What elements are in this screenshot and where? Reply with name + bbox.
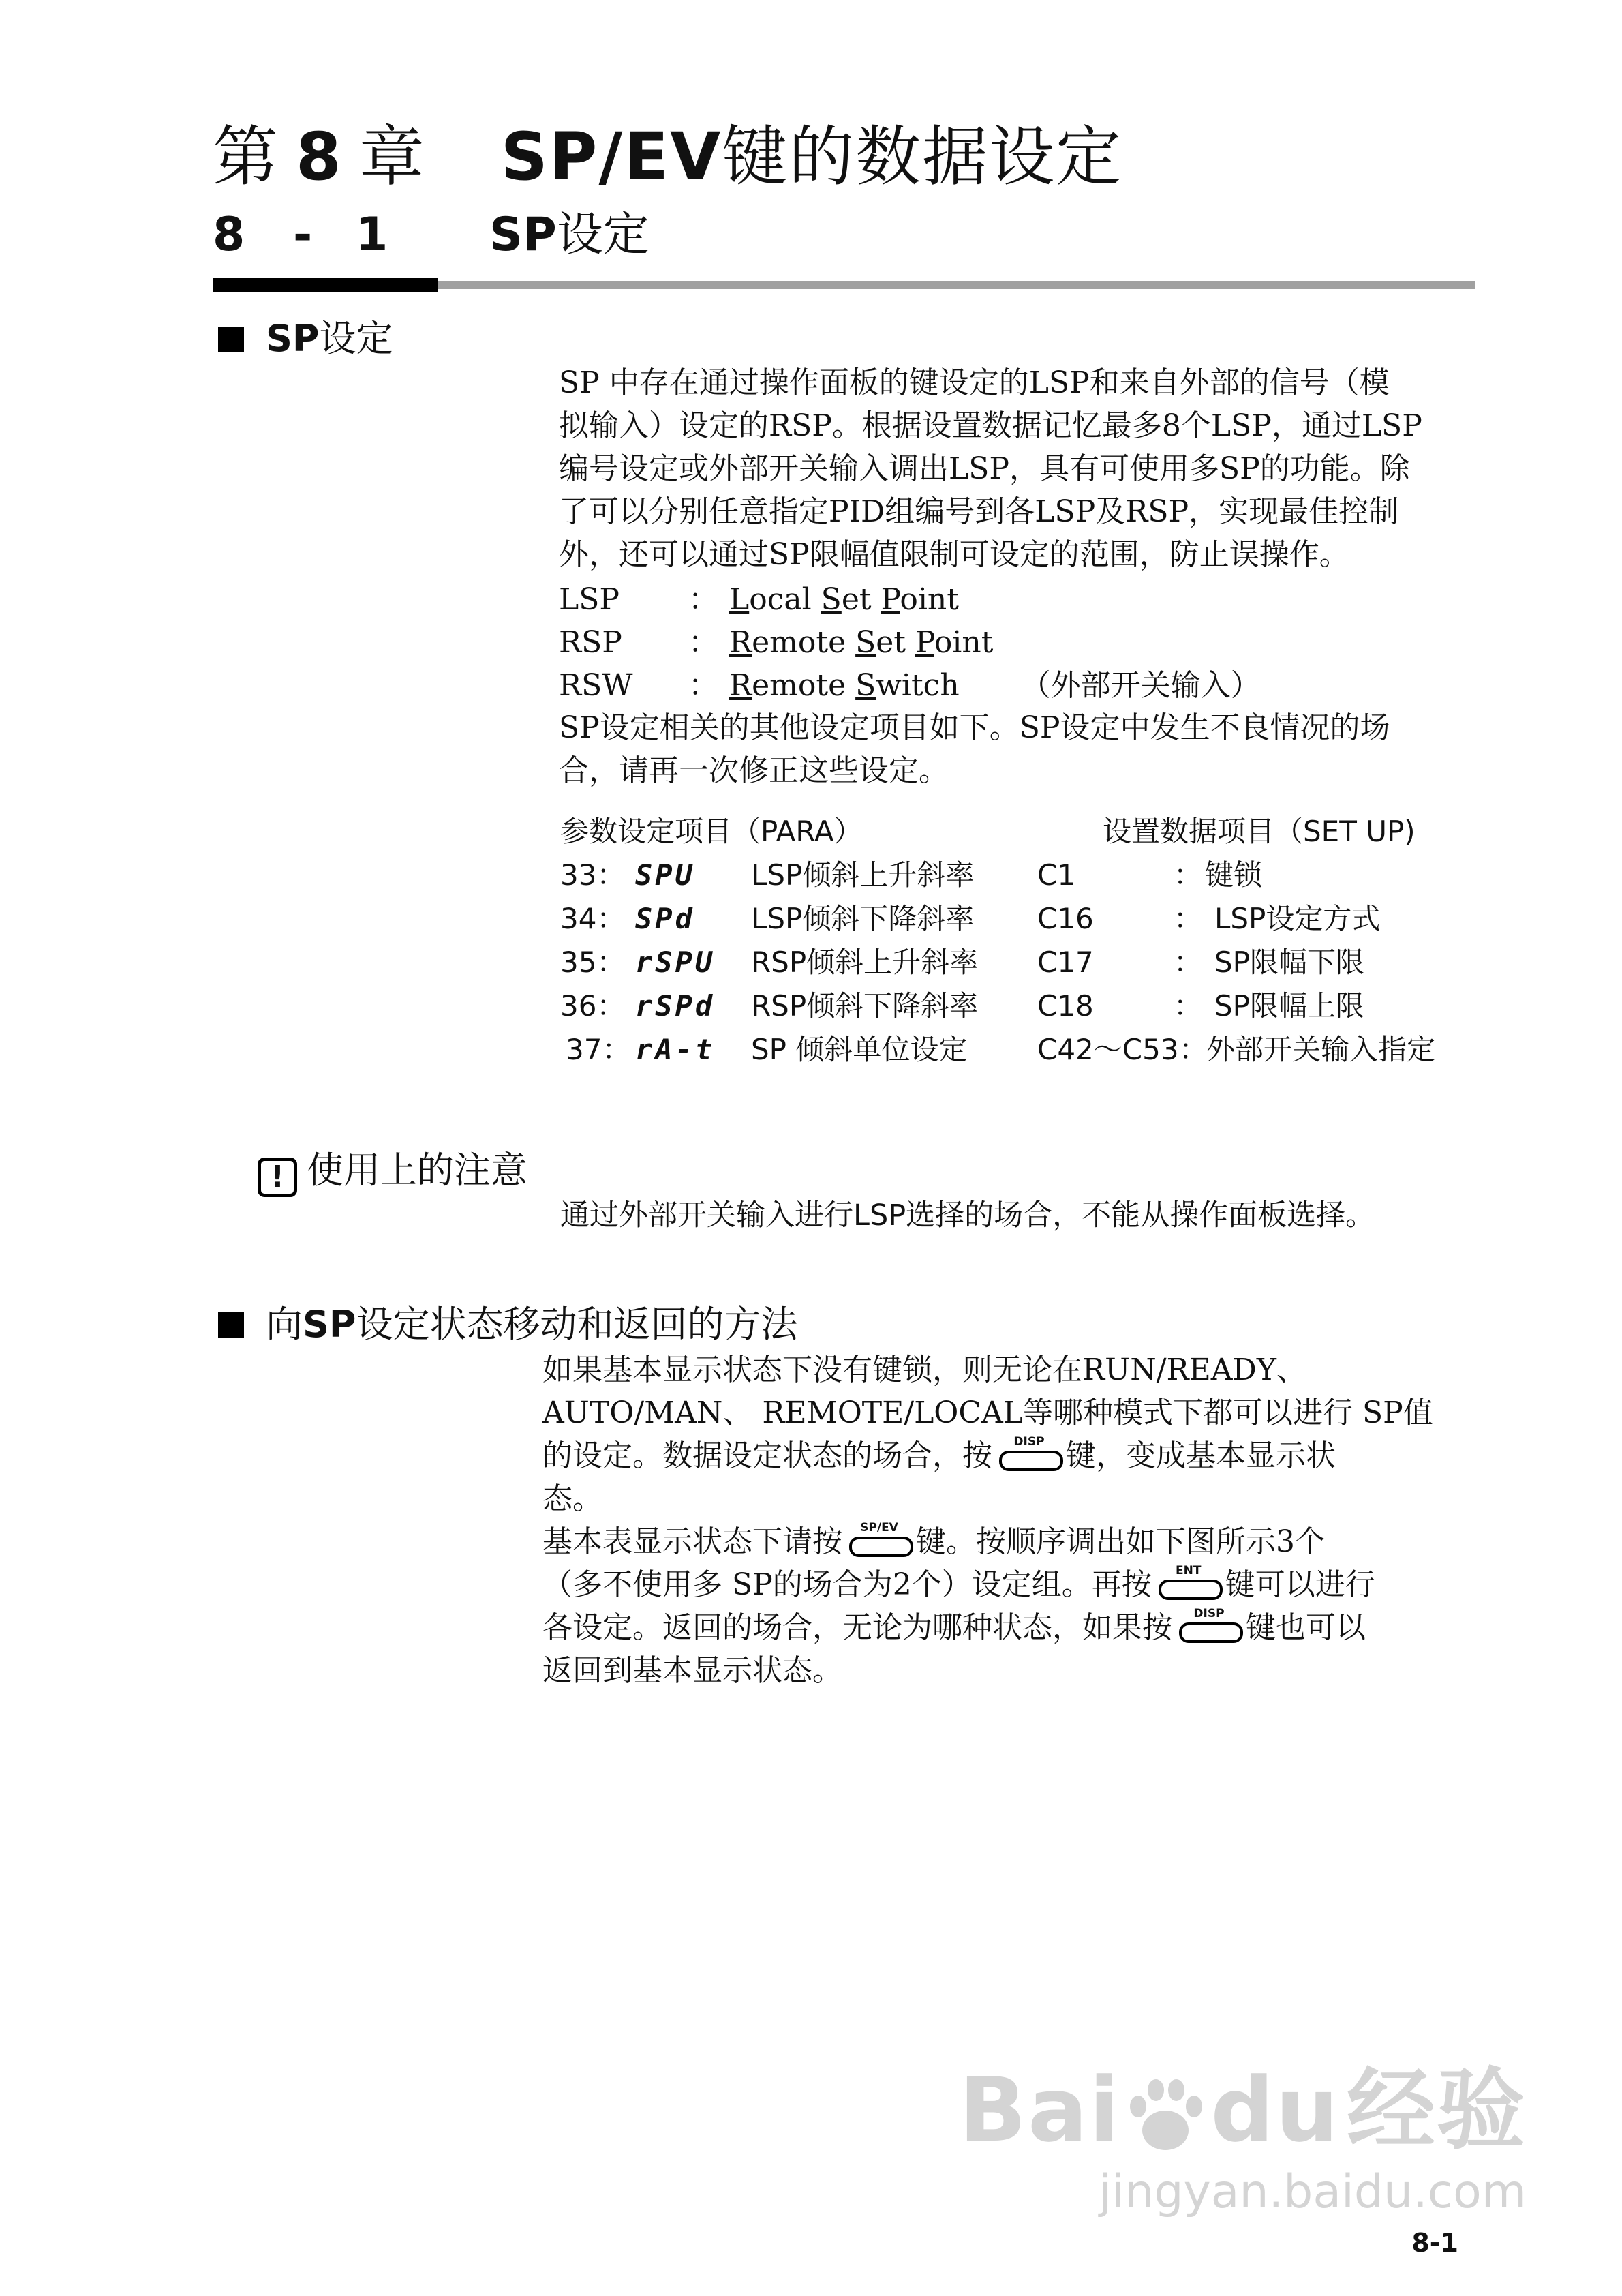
related-settings-paragraph xyxy=(559,706,1390,792)
key-body xyxy=(1179,1622,1243,1643)
disp-key-icon xyxy=(1178,1607,1240,1642)
display-code: rSPd xyxy=(635,989,716,1023)
chapter-title xyxy=(213,116,1122,198)
table-row xyxy=(560,941,1514,984)
move-text: 各设定。返回的场合，无论为哪种状态，如果按 xyxy=(542,1610,1172,1645)
setup-description: 外部开关输入指定 xyxy=(1206,1033,1436,1066)
move-line xyxy=(542,1606,1375,1649)
square-bullet-icon xyxy=(218,1312,244,1338)
header-rule-accent xyxy=(213,278,438,292)
display-code: rSPU xyxy=(635,946,716,979)
abbr-word: et xyxy=(841,582,881,617)
sp-heading-rest: 设定 xyxy=(319,317,393,360)
setup-colon: ： xyxy=(1179,1033,1208,1066)
paw-icon xyxy=(1124,2075,1206,2157)
move-paragraph-2 xyxy=(542,1520,1375,1692)
para-description: SP 倾斜单位设定 xyxy=(751,1033,968,1066)
ent-key-icon xyxy=(1157,1565,1220,1599)
abbr-colon: ： xyxy=(688,625,718,660)
move-heading-pre: 向 xyxy=(266,1303,303,1346)
abbr-letter: L xyxy=(729,582,750,617)
abbreviation-list xyxy=(559,578,1261,707)
chapter-number: 8 xyxy=(296,119,343,195)
key-body xyxy=(999,1451,1063,1471)
notice-heading xyxy=(258,1147,527,1197)
key-body xyxy=(849,1537,913,1557)
section-title-bold: SP xyxy=(489,208,557,262)
setup-colon: ： xyxy=(1174,946,1203,979)
disp-key-icon xyxy=(998,1436,1060,1470)
setup-header: 设置数据项目（SET UP) xyxy=(1103,815,1416,848)
abbreviation-lsp xyxy=(559,578,1261,621)
para-number: 33： xyxy=(560,858,626,892)
move-line: 返回到基本显示状态。 xyxy=(542,1653,842,1688)
move-text: 键。按顺序调出如下图所示3个 xyxy=(916,1524,1325,1559)
sp-setting-heading xyxy=(218,315,393,363)
abbr-letter: P xyxy=(881,582,900,617)
chapter-title-bold: SP/EV xyxy=(500,119,722,195)
intro-line: 了可以分别任意指定PID组编号到各LSP及RSP，实现最佳控制 xyxy=(559,494,1399,529)
section-number-minor: 1 xyxy=(356,208,388,262)
display-code: SPd xyxy=(635,902,695,935)
key-label: DISP xyxy=(1013,1435,1045,1449)
setup-description: LSP设定方式 xyxy=(1214,902,1381,935)
watermark-url: jingyan.baidu.com xyxy=(1099,2165,1527,2219)
setup-code: C16 xyxy=(1037,902,1094,935)
setup-code: C17 xyxy=(1037,946,1094,979)
square-bullet-icon xyxy=(218,327,244,352)
abbr-letter: S xyxy=(855,625,876,660)
intro-line: 外，还可以通过SP限幅值限制可设定的范围，防止误操作。 xyxy=(559,537,1349,572)
intro-line: 编号设定或外部开关输入调出LSP，具有可使用多SP的功能。除 xyxy=(559,451,1410,486)
abbr-word: oint xyxy=(900,582,959,617)
abbr-word: et xyxy=(876,625,915,660)
key-label: SP/EV xyxy=(860,1521,898,1535)
para-number: 35： xyxy=(560,946,626,979)
abbr-word: emote xyxy=(752,668,856,703)
notice-title: 使用上的注意 xyxy=(307,1149,527,1192)
setup-description: SP限幅下限 xyxy=(1214,946,1364,979)
key-label: DISP xyxy=(1193,1607,1225,1620)
setup-colon: ： xyxy=(1174,989,1203,1023)
move-line xyxy=(542,1434,1433,1477)
display-code: SPU xyxy=(635,858,695,892)
move-line xyxy=(542,1520,1375,1563)
abbr-note: （外部开关输入） xyxy=(1020,668,1261,703)
move-heading xyxy=(218,1301,797,1348)
para-description: RSP倾斜上升斜率 xyxy=(751,946,979,979)
abbr-letter: R xyxy=(729,668,752,703)
setup-code: C42～C53 xyxy=(1037,1033,1179,1066)
para-header: 参数设定项目（PARA） xyxy=(560,815,863,848)
para-number: 37： xyxy=(566,1033,631,1066)
chapter-suffix: 章 xyxy=(358,119,426,195)
move-text: 基本表显示状态下请按 xyxy=(542,1524,842,1559)
move-text: 的设定。数据设定状态的场合，按 xyxy=(542,1438,992,1473)
abbr-letter: S xyxy=(855,668,876,703)
watermark-brand-b: du xyxy=(1210,2058,1340,2162)
setup-code: C18 xyxy=(1037,989,1094,1023)
section-number-dash: - xyxy=(293,208,313,262)
related-line: SP设定相关的其他设定项目如下。SP设定中发生不良情况的场 xyxy=(559,710,1390,745)
section-title-rest: 设定 xyxy=(556,208,649,262)
exclamation-icon: ! xyxy=(258,1158,297,1197)
section-title xyxy=(213,205,649,266)
move-text: 键也可以 xyxy=(1246,1610,1366,1645)
move-text: （多不使用多 SP的场合为2个）设定组。再按 xyxy=(542,1567,1152,1602)
abbreviation-rsp xyxy=(559,621,1261,664)
section-number-major: 8 xyxy=(213,208,245,262)
abbr-word: oint xyxy=(934,625,994,660)
sp-ev-key-icon xyxy=(848,1522,911,1556)
move-paragraph-1 xyxy=(542,1348,1433,1520)
table-row xyxy=(560,897,1514,941)
setup-colon: ： xyxy=(1174,858,1203,892)
para-number: 34： xyxy=(560,902,626,935)
abbr-key: RSP xyxy=(559,625,622,660)
para-number: 36： xyxy=(560,989,626,1023)
abbr-letter: S xyxy=(821,582,842,617)
move-line: 态。 xyxy=(542,1481,602,1516)
intro-line: SP 中存在通过操作面板的键设定的LSP和来自外部的信号（模 xyxy=(559,365,1390,400)
para-description: RSP倾斜下降斜率 xyxy=(751,989,979,1023)
table-row xyxy=(560,854,1514,897)
abbr-word: emote xyxy=(752,625,856,660)
abbr-key: RSW xyxy=(559,668,633,703)
watermark-brand xyxy=(959,2059,1527,2161)
sp-heading-bold: SP xyxy=(266,317,320,360)
abbr-word: witch xyxy=(876,668,960,703)
table-row xyxy=(566,1028,1520,1072)
table-row xyxy=(560,984,1514,1028)
intro-paragraph xyxy=(559,361,1422,576)
setup-code: C1 xyxy=(1037,858,1076,892)
intro-line: 拟输入）设定的RSP。根据设置数据记忆最多8个LSP，通过LSP xyxy=(559,408,1422,443)
move-text: 键可以进行 xyxy=(1225,1567,1375,1602)
move-heading-bold: SP xyxy=(303,1303,356,1346)
move-line: 如果基本显示状态下没有键锁，则无论在RUN/READY、 xyxy=(542,1353,1306,1387)
key-body xyxy=(1159,1580,1223,1600)
para-description: LSP倾斜下降斜率 xyxy=(751,902,975,935)
page-number: 8-1 xyxy=(1411,2228,1458,2258)
abbr-word: ocal xyxy=(749,582,821,617)
move-line: AUTO/MAN、 REMOTE/LOCAL等哪种模式下都可以进行 SP值 xyxy=(542,1395,1433,1430)
move-heading-rest: 设定状态移动和返回的方法 xyxy=(356,1303,798,1346)
baidu-watermark xyxy=(959,2059,1527,2220)
watermark-brand-a: Bai xyxy=(959,2058,1121,2162)
related-line: 合，请再一次修正这些设定。 xyxy=(559,753,949,788)
abbr-colon: ： xyxy=(688,582,718,617)
setup-description: SP限幅上限 xyxy=(1214,989,1364,1023)
move-line xyxy=(542,1563,1375,1606)
abbr-colon: ： xyxy=(688,668,718,703)
display-code: rA-t xyxy=(635,1033,716,1066)
watermark-brand-cn: 经验 xyxy=(1346,2058,1527,2162)
move-text: 键，变成基本显示状 xyxy=(1066,1438,1336,1473)
key-label: ENT xyxy=(1176,1564,1202,1577)
para-description: LSP倾斜上升斜率 xyxy=(751,858,975,892)
abbr-letter: P xyxy=(915,625,934,660)
abbr-key: LSP xyxy=(559,582,619,617)
abbreviation-rsw xyxy=(559,664,1261,707)
setup-colon: ： xyxy=(1174,902,1203,935)
chapter-title-rest: 键的数据设定 xyxy=(722,119,1123,195)
notice-text: 通过外部开关输入进行LSP选择的场合，不能从操作面板选择。 xyxy=(560,1198,1375,1233)
abbr-letter: R xyxy=(729,625,752,660)
setup-description: 键锁 xyxy=(1205,858,1263,892)
chapter-prefix: 第 xyxy=(213,119,279,195)
